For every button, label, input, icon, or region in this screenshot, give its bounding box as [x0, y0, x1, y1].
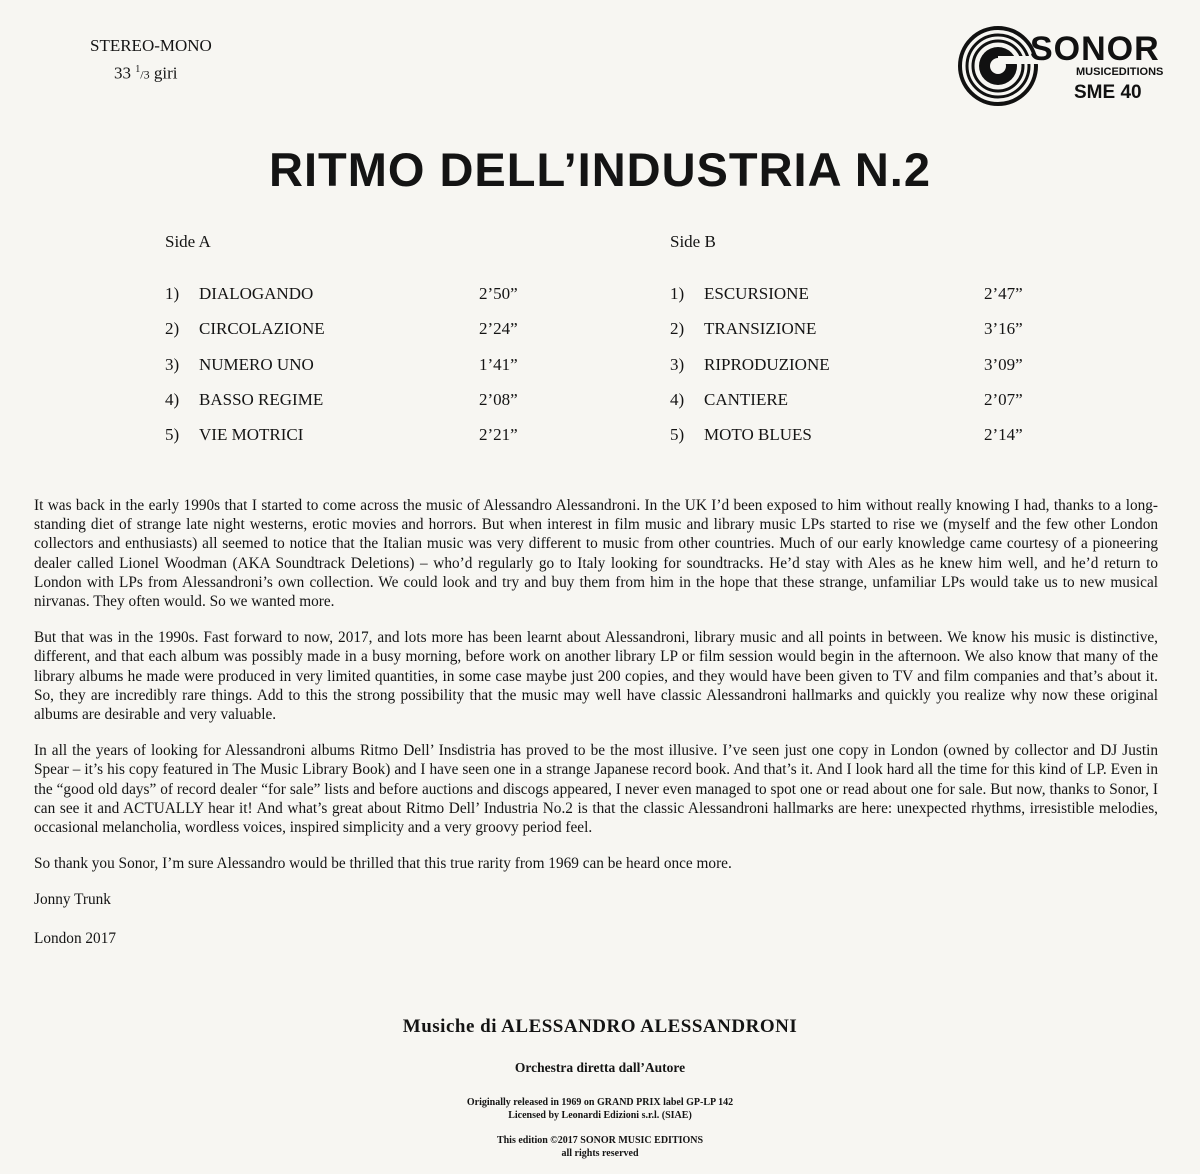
track-name: CIRCOLAZIONE [199, 319, 325, 339]
track-row [670, 319, 1030, 354]
track-name: VIE MOTRICI [199, 425, 304, 445]
track-name: RIPRODUZIONE [704, 354, 830, 374]
track-duration: 3’09” [984, 354, 1023, 374]
track-row [670, 284, 1030, 319]
license-line: Licensed by Leonardi Edizioni s.r.l. (SIAE) [508, 1110, 692, 1121]
label-subtitle: MUSICEDITIONS [1076, 66, 1164, 78]
track-duration: 3’16” [984, 319, 1023, 339]
track-number: 4) [670, 389, 685, 409]
track-name: MOTO BLUES [704, 425, 812, 445]
track-duration: 2’50” [479, 284, 518, 303]
track-duration: 2’07” [984, 389, 1023, 409]
track-number: 2) [165, 319, 180, 339]
track-row [165, 284, 525, 319]
track-duration: 2’47” [984, 284, 1023, 303]
side-a-label: Side A [165, 232, 211, 251]
track-duration: 1’41” [479, 354, 518, 374]
place-date: London 2017 [34, 929, 117, 947]
catalog-number: SME 40 [1074, 82, 1142, 103]
edition-info [0, 1134, 1200, 1160]
side-a-tracklist [165, 232, 525, 460]
track-duration: 2’08” [479, 389, 518, 409]
track-number: 2) [670, 319, 685, 339]
track-row [165, 425, 525, 460]
label-name: SONOR [1030, 30, 1160, 68]
track-duration: 2’24” [479, 319, 518, 339]
edition-line: This edition ©2017 SONOR MUSIC EDITIONS [496, 1135, 704, 1146]
track-row [165, 355, 525, 390]
orchestra-credit: Orchestra diretta dall’Autore [514, 1060, 686, 1075]
side-b-tracklist [670, 232, 1030, 460]
stereo-mono-label: STEREO-MONO [90, 36, 212, 55]
composer-credit: Musiche di ALESSANDRO ALESSANDRONI [402, 1016, 798, 1037]
release-info [0, 1096, 1200, 1122]
track-name: CANTIERE [704, 389, 789, 409]
track-number: 1) [670, 284, 685, 303]
rights-line: all rights reserved [561, 1148, 639, 1159]
track-name: ESCURSIONE [704, 284, 809, 303]
track-row [165, 390, 525, 425]
track-name: BASSO REGIME [199, 389, 324, 409]
track-row [670, 390, 1030, 425]
track-number: 3) [165, 354, 180, 374]
speed-label: 33 $^1$/3 giri [114, 63, 178, 83]
original-release-line: Originally released in 1969 on GRAND PRIX label GP-LP 142 [466, 1097, 734, 1108]
sonor-logo [958, 20, 1164, 110]
track-number: 3) [670, 354, 685, 374]
author-signature: Jonny Trunk [34, 891, 111, 909]
liner-paragraph: It was back in the early 1990s that I started to come across the music of Alessandro Alessandroni. In the UK I’d been exposed to him without really knowing I had, thanks to a long-standing diet of strange late night westerns, erotic movies and horrors. But when interest in film music and library music LPs started to rise we (myself and the few other London collectors and enthusiasts) all seemed to notice that the Italian music was very different to music from other countries. Much of our early knowledge came courtesy of a pioneering dealer called Lionel Woodman (AKA Soundtrack Deletions) – who’d regularly go to Italy looking for soundtracks. He’d stay with Ales as he knew him well, and he’d return to London with LPs from Alessandroni’s own collection. We could look and try and buy them from him in the hope that these strange, unfamiliar LPs would take us to new musical nirvanas. They often would. So we wanted more. [34, 497, 1158, 611]
track-row [670, 425, 1030, 460]
track-row [165, 319, 525, 354]
track-duration: 2’21” [479, 425, 518, 445]
liner-paragraph: In all the years of looking for Alessandroni albums Ritmo Dell’ Insdistria has proved to be the most illusive. I’ve seen just one copy in London (owned by collector and DJ Justin Spear – it’s his copy featured in The Music Library Book) and I have seen one in a strange Japanese record book. And that’s it. And I look hard all the time for this kind of LP. Even in the “good old days” of record dealer “for sale” lists and before auctions and discogs appeared, I never even managed to spot one or read about one for sale. But now, thanks to Sonor, I can see it and ACTUALLY hear it! And what’s great about Ritmo Dell’ Industria No.2 is that the classic Alessandroni hallmarks are here: unexpected rhythms, irresistible melodies, occasional melancholia, wordless voices, inspired simplicity and a very groovy period feel. [34, 742, 1158, 837]
track-name: TRANSIZIONE [704, 319, 817, 339]
track-number: 5) [165, 425, 180, 445]
liner-notes [34, 496, 1158, 967]
track-number: 4) [165, 389, 180, 409]
track-row [670, 355, 1030, 390]
liner-paragraph: So thank you Sonor, I’m sure Alessandro would be thrilled that this true rarity from 1969 can be heard once more. [34, 855, 732, 873]
format-info [90, 34, 212, 87]
track-duration: 2’14” [984, 425, 1023, 445]
vinyl-record-icon [958, 26, 1038, 106]
track-number: 5) [670, 425, 685, 445]
album-title: RITMO DELL’INDUSTRIA N.2 [269, 143, 931, 196]
track-name: DIALOGANDO [199, 284, 314, 303]
liner-paragraph: But that was in the 1990s. Fast forward to now, 2017, and lots more has been learnt about Alessandroni, library music and all points in between. We know his music is distinctive, different, and that each album was possibly made in a busy morning, before work on another library LP or film session would begin in the afternoon. We also know that many of the library albums he made were produced in very limited quantities, in some case maybe just 200 copies, and they would have been given to TV and film companies and that’s about it. So, they are incredibly rare things. Add to this the strong possibility that the music may well have classic Alessandroni hallmarks and quickly you realize why now these original albums are desirable and very valuable. [34, 629, 1158, 724]
track-name: NUMERO UNO [199, 354, 314, 374]
side-b-label: Side B [670, 232, 716, 251]
track-number: 1) [165, 284, 180, 303]
